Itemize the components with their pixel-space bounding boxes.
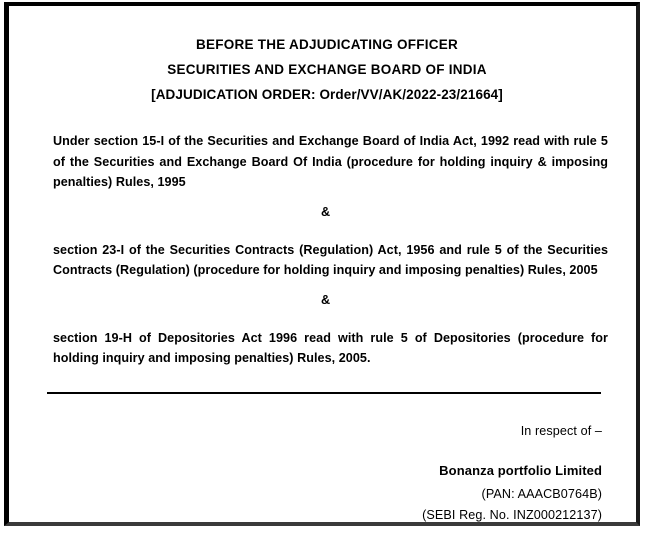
respondent-preamble: In respect of – [520,423,602,438]
section-divider-wrapper [9,392,645,394]
provision-paragraph-scra: section 23-I of the Securities Contracts (Regulation) Act, 1956 and rule 5 of the Securities Contracts (Regulation) (procedure for holding inquiry and imposing penalties) Rules, 2005 [53,242,608,277]
heading-line-regulator: SECURITIES AND EXCHANGE BOARD OF INDIA [167,62,487,77]
provision-separator-first: & [320,204,331,219]
respondent-block [9,422,645,526]
heading-line-authority: BEFORE THE ADJUDICATING OFFICER [195,37,458,52]
page-border-frame [4,2,640,526]
provision-paragraph-sebi-act: Under section 15-I of the Securities and Exchange Board of India Act, 1992 read with rule 5 of the Securities and Exchange Board Of India (procedure for holding inquiry & imposing penalties) Rules, 1995 [53,134,608,189]
provision-paragraph-depositories-act: section 19-H of Depositories Act 1996 read with rule 5 of Depositories (procedure for holding inquiry and imposing penalties) Rules, 2005. [53,330,608,365]
statutory-provisions-block [9,131,645,369]
document-content [9,6,645,530]
section-divider [47,392,601,394]
respondent-pan: (PAN: AAACB0764B) [481,486,602,501]
heading-line-order-number: [ADJUDICATION ORDER: Order/VV/AK/2022-23/21664] [151,87,503,102]
respondent-name: Bonanza portfolio Limited [439,462,602,478]
document-heading [9,6,645,107]
provision-separator-second: & [320,292,331,307]
respondent-sebi-registration: (SEBI Reg. No. INZ000212137) [422,507,602,522]
